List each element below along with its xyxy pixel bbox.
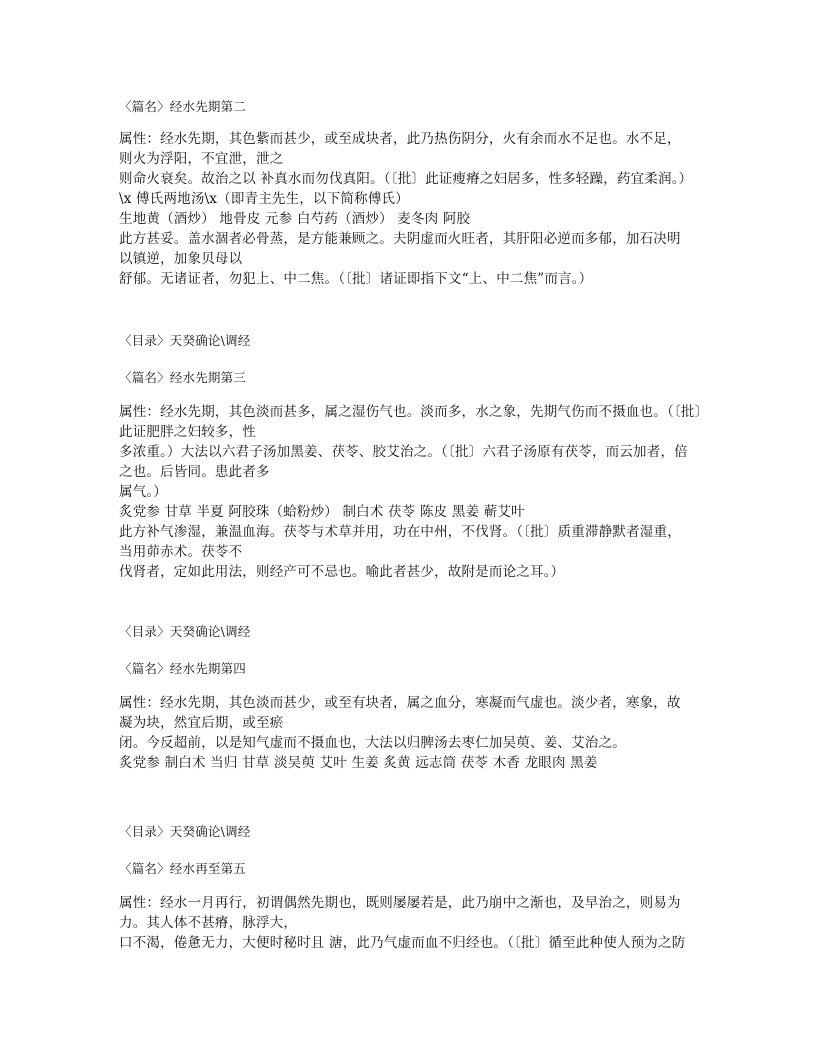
ingredient-list: 生地黄（酒炒） 地骨皮 元参 白芍药（酒炒） 麦冬肉 阿胶 [119, 211, 471, 227]
text-line: 口不渴，倦惫无力，大便时秘时且 溏，此乃气虚而血不归经也。（〔批〕循至此种使人预为之防 [119, 935, 686, 951]
catalog-label: 〈目录〉天癸确论\调经 [119, 624, 251, 639]
formula-title: \x 傅氏两地汤\x（即青主先生，以下简称傅氏） [119, 191, 409, 207]
text-line: 属气。） [119, 484, 168, 500]
text-line: 力。其人体不甚瘠，脉浮大， [119, 915, 298, 931]
text-line: 属性：经水先期，其色淡而甚少，或至有块者，属之血分，寒凝而气虚也。淡少者，寒象，故 [119, 695, 681, 711]
text-line: 属性：经水先期，其色紫而甚少，或至成块者，此乃热伤阴分，火有余而水不足也。水不足， [119, 131, 681, 147]
text-line: 多浓重。）大法以六君子汤加黑姜、茯苓、胶艾治之。（〔批〕六君子汤原有茯苓，而云加者，倍 [119, 444, 688, 460]
text-line: 此方甚妥。盖水涸者必骨蒸，是方能兼顾之。夫阴虚而火旺者，其肝阳必逆而多郁，加石决明 [119, 231, 681, 247]
text-line: 属性：经水先期，其色淡而甚多，属之湿伤气也。淡而多，水之象，先期气伤而不摄血也。（〔批〕 [119, 404, 709, 420]
text-line: 此证肥胖之妇较多，性 [119, 424, 256, 440]
text-line: 伐肾者，定如此用法，则经产可不忌也。喻此者甚少，故附是而论之耳。） [119, 564, 565, 580]
section-title: 〈篇名〉经水先期第二 [119, 99, 247, 114]
section-title: 〈篇名〉经水再至第五 [119, 861, 247, 876]
text-line: 则火为浮阳，不宜泄，泄之 [119, 151, 284, 167]
text-line: 凝为块，然宜后期，或至瘀 [119, 715, 284, 731]
text-line: 当用茆赤术。茯苓不 [119, 544, 243, 560]
text-line: 闭。今反超前，以是知气虚而不摄血也，大法以归脾汤去枣仁加吴萸、姜、艾治之。 [119, 735, 626, 751]
text-line: 属性：经水一月再行，初谓偶然先期也，既则屡屡若是，此乃崩中之渐也，及早治之，则易为 [119, 895, 681, 911]
text-line: 则命火衰矣。故治之以 补真水而勿伐真阳。（〔批〕此证瘦瘠之妇居多，性多轻躁，药宜柔润。） [119, 171, 693, 187]
ingredient-list: 炙党参 甘草 半夏 阿胶珠（蛤粉炒） 制白术 茯苓 陈皮 黑姜 蕲艾叶 [119, 504, 525, 520]
text-line: 舒郁。无诸证者，勿犯上、中二焦。（〔批〕诸证即指下文“上、中二焦”而言。） [119, 271, 593, 287]
text-line: 以镇逆，加象贝母以 [119, 251, 243, 267]
section-title: 〈篇名〉经水先期第三 [119, 370, 247, 385]
ingredient-list: 炙党参 制白术 当归 甘草 淡吴萸 艾叶 生姜 炙黄 远志筒 茯苓 木香 龙眼肉 黑姜 [119, 755, 598, 771]
text-line: 之也。后皆同。患此者多 [119, 464, 270, 480]
text-line: 此方补气渗湿，兼温血海。茯苓与术草并用，功在中州，不伐肾。（〔批〕质重滞静默者湿重， [119, 524, 681, 540]
section-title: 〈篇名〉经水先期第四 [119, 661, 247, 676]
catalog-label: 〈目录〉天癸确论\调经 [119, 824, 251, 839]
catalog-label: 〈目录〉天癸确论\调经 [119, 333, 251, 348]
